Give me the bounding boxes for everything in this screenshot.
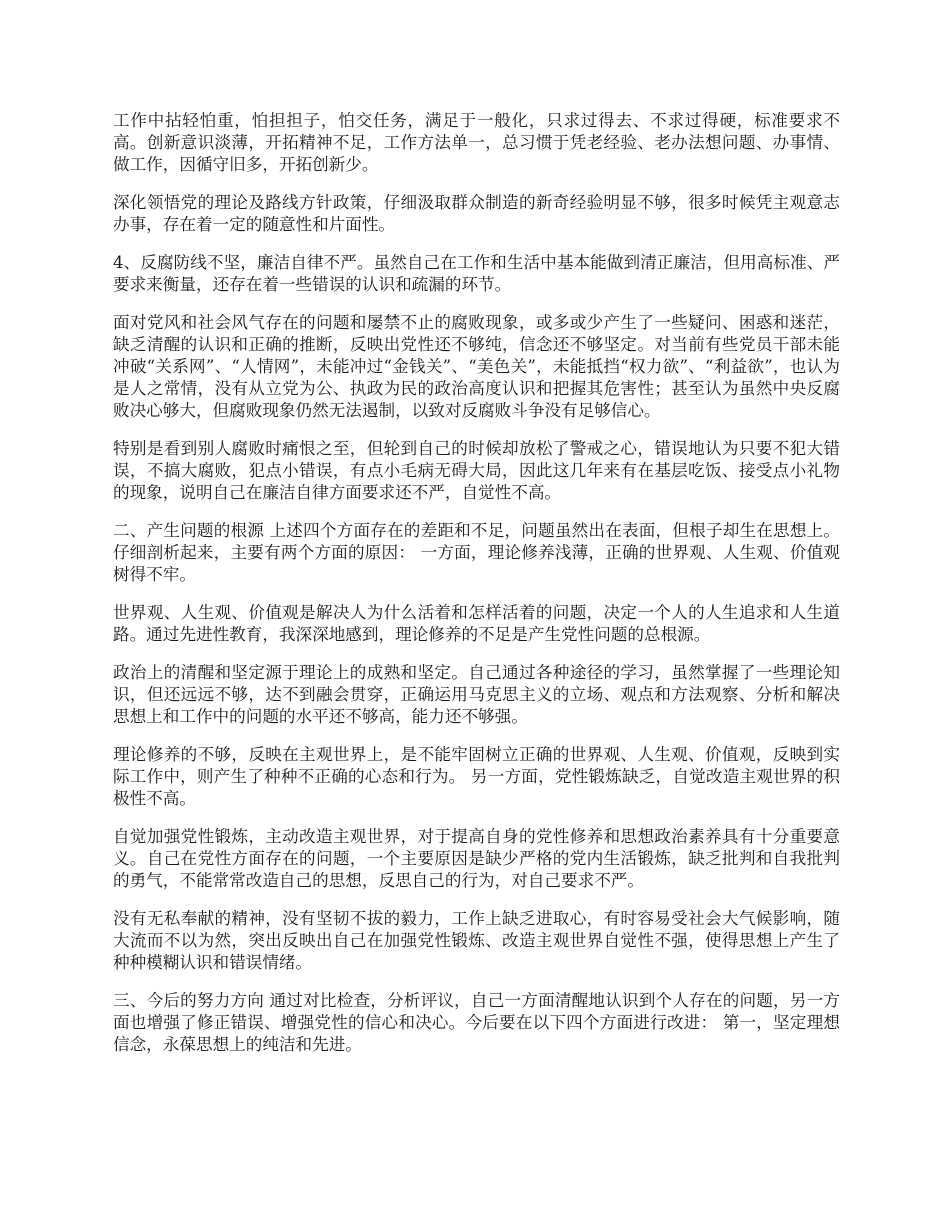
paragraph-8: 政治上的清醒和坚定源于理论上的成熟和坚定。自己通过各种途径的学习，虽然掌握了一些理论知识，但还远远不够，达不到融会贯穿，正确运用马克思主义的立场、观点和方法观察、分析和解决思想上和工作中的问题的水平还不够高，能力还不够强。 xyxy=(113,663,840,726)
paragraph-11: 没有无私奉献的精神，没有坚韧不拔的毅力，工作上缺乏进取心，有时容易受社会大气候影响，随大流而不以为然，突出反映出自己在加强党性锻炼、改造主观世界自觉性不强，使得思想上产生了种种模糊认识和错误情绪。 xyxy=(113,909,840,972)
paragraph-3: 4、反腐防线不坚，廉洁自律不严。虽然自己在工作和生活中基本能做到清正廉洁，但用高标准、严要求来衡量，还存在着一些错误的认识和疏漏的环节。 xyxy=(113,253,840,294)
paragraph-5: 特别是看到别人腐败时痛恨之至，但轮到自己的时候却放松了警戒之心，错误地认为只要不犯大错误，不搞大腐败，犯点小错误，有点小毛病无碍大局，因此这几年来有在基层吃饭、接受点小礼物的现象，说明自己在廉洁自律方面要求还不严，自觉性不高。 xyxy=(113,439,840,502)
paragraph-10: 自觉加强党性锻炼，主动改造主观世界，对于提高自身的党性修养和思想政治素养具有十分重要意义。自己在党性方面存在的问题，一个主要原因是缺少严格的党内生活锻炼，缺乏批判和自我批判的勇气，不能常常改造自己的思想，反思自己的行为，对自己要求不严。 xyxy=(113,827,840,890)
paragraph-1: 工作中拈轻怕重，怕担担子，怕交任务，满足于一般化，只求过得去、不求过得硬，标准要求不高。创新意识淡薄，开拓精神不足，工作方法单一，总习惯于凭老经验、老办法想问题、办事情、做工作，因循守旧多，开拓创新少。 xyxy=(113,111,840,174)
paragraph-6: 二、产生问题的根源 上述四个方面存在的差距和不足，问题虽然出在表面，但根子却生在思想上。仔细剖析起来，主要有两个方面的原因： 一方面，理论修养浅薄，正确的世界观、人生观、价值观树得不牢。 xyxy=(113,521,840,584)
paragraph-12: 三、今后的努力方向 通过对比检查，分析评议，自己一方面清醒地认识到个人存在的问题，另一方面也增强了修正错误、增强党性的信心和决心。今后要在以下四个方面进行改进： 第一，坚定理想信念，永葆思想上的纯洁和先进。 xyxy=(113,991,840,1054)
document-page xyxy=(113,110,840,1072)
paragraph-2: 深化领悟党的理论及路线方针政策，仔细汲取群众制造的新奇经验明显不够，很多时候凭主观意志办事，存在着一定的随意性和片面性。 xyxy=(113,193,840,234)
paragraph-7: 世界观、人生观、价值观是解决人为什么活着和怎样活着的问题，决定一个人的人生追求和人生道路。通过先进性教育，我深深地感到，理论修养的不足是产生党性问题的总根源。 xyxy=(113,603,840,644)
paragraph-4: 面对党风和社会风气存在的问题和屡禁不止的腐败现象，或多或少产生了一些疑问、困惑和迷茫，缺乏清醒的认识和正确的推断，反映出党性还不够纯，信念还不够坚定。对当前有些党员干部未能冲破“关系网”、“人情网”，未能冲过“金钱关”、“美色关”，未能抵挡“权力欲”、“利益欲”，也认为是人之常情，没有从立党为公、执政为民的政治高度认识和把握其危害性；甚至认为虽然中央反腐败决心够大，但腐败现象仍然无法遏制，以致对反腐败斗争没有足够信心。 xyxy=(113,313,840,420)
paragraph-9: 理论修养的不够，反映在主观世界上，是不能牢固树立正确的世界观、人生观、价值观，反映到实际工作中，则产生了种种不正确的心态和行为。 另一方面，党性锻炼缺乏，自觉改造主观世界的积极性不高。 xyxy=(113,745,840,808)
